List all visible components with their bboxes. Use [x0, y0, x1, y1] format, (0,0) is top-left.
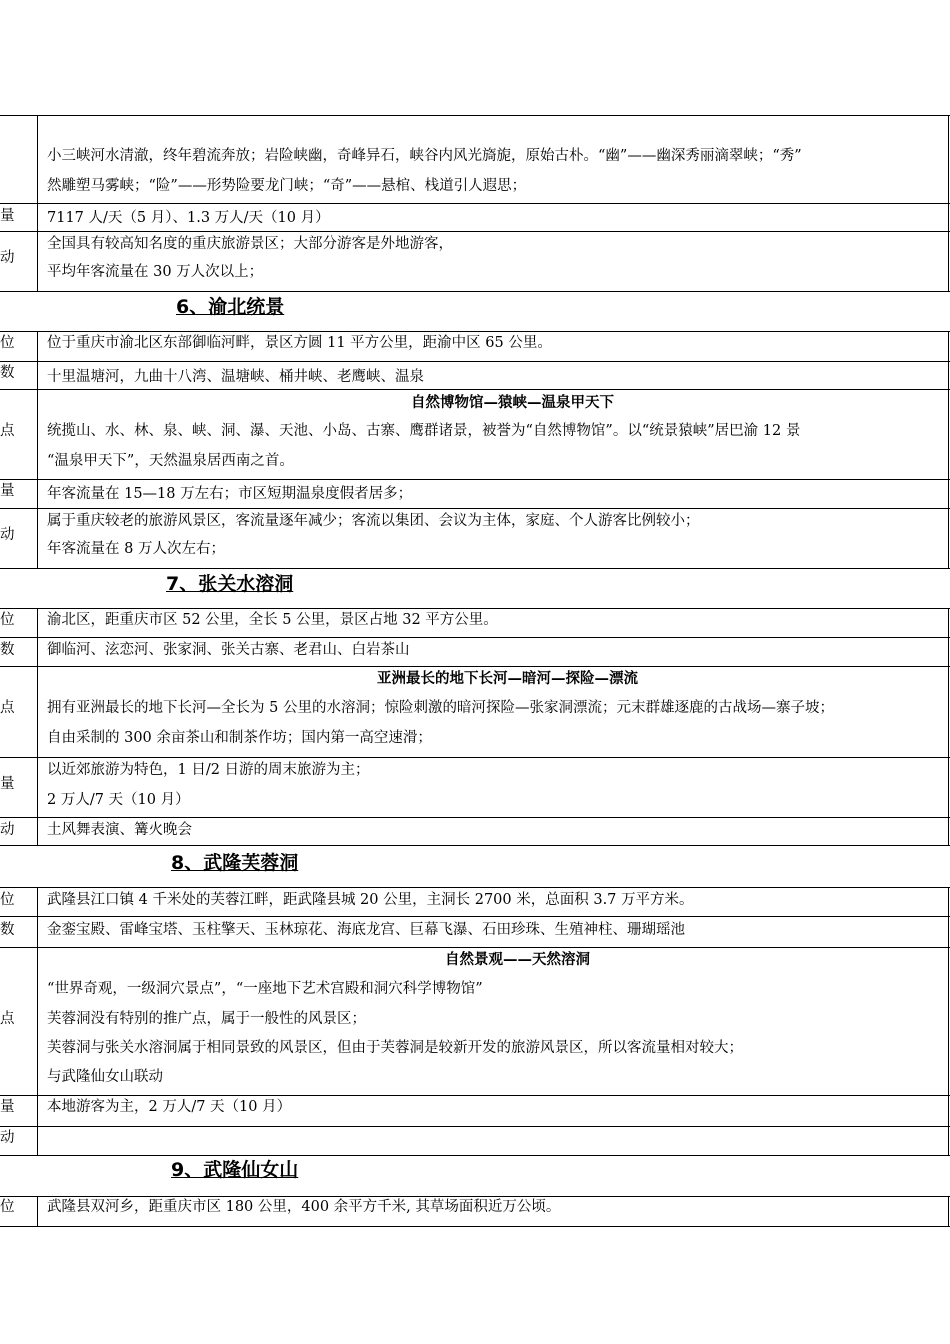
table-rule: [0, 757, 950, 758]
row-label: 量: [0, 483, 15, 499]
event-text-line: 属于重庆较老的旅游风景区，客流量逐年减少；客流以集团、会议为主体，家庭、个人游客比例较小；: [47, 513, 700, 529]
feature-text-line: 统揽山、水、林、泉、峡、洞、瀑、天池、小岛、古寨、鹰群诸景，被誉为“自然博物馆”。以“统景猿峡”居巴渝 12 景: [47, 423, 801, 439]
event-text: 土风舞表演、篝火晚会: [47, 822, 192, 838]
table-column-rule: [948, 887, 949, 1155]
table-rule: [0, 479, 950, 480]
flow-text-line: 2 万人/7 天（10 月）: [47, 792, 190, 808]
feature-heading: 自然博物馆—猿峡—温泉甲天下: [411, 395, 614, 411]
table-rule: [0, 947, 950, 948]
feature-text-line: 芙蓉洞与张关水溶洞属于相同景致的风景区，但由于芙蓉洞是较新开发的旅游风景区，所以客流量相对较大；: [47, 1040, 743, 1056]
section-title: 8、武隆芙蓉洞: [171, 852, 299, 874]
flow-text-line: 以近郊旅游为特色，1 日/2 日游的周末旅游为主；: [47, 762, 370, 778]
row-label: 动: [0, 1130, 15, 1146]
section-title: 7、张关水溶洞: [166, 573, 294, 595]
attractions-text: 十里温塘河，九曲十八湾、温塘峡、桶井峡、老鹰峡、温泉: [47, 369, 424, 385]
table-rule: [0, 231, 950, 232]
table-rule: [0, 1226, 950, 1227]
feature-text-line: 与武隆仙女山联动: [47, 1069, 163, 1085]
row-label: 量: [0, 776, 15, 792]
table-rule: [0, 916, 950, 917]
feature-text-line: “世界奇观，一级洞穴景点”，“一座地下艺术宫殿和洞穴科学博物馆”: [47, 981, 483, 997]
table-rule: [0, 389, 950, 390]
section-title: 9、武隆仙女山: [171, 1159, 299, 1181]
row-label: 数: [0, 642, 15, 658]
table-rule: [0, 115, 950, 116]
row-label: 位: [0, 892, 15, 908]
location-text: 渝北区，距重庆市区 52 公里，全长 5 公里，景区占地 32 平方公里。: [47, 612, 498, 628]
table-column-rule: [37, 887, 38, 1155]
table-rule: [0, 608, 950, 609]
row-label: 量: [0, 208, 15, 224]
table-column-rule: [37, 608, 38, 846]
table-column-rule: [948, 331, 949, 569]
table-column-rule: [37, 331, 38, 569]
table-rule: [0, 666, 950, 667]
row-label: 数: [0, 365, 15, 381]
flow-text: 年客流量在 15—18 万左右；市区短期温泉度假者居多；: [47, 486, 413, 502]
table-rule: [0, 568, 950, 569]
table-rule: [0, 817, 950, 818]
table-rule: [0, 1095, 950, 1096]
table-rule: [0, 1196, 950, 1197]
flow-text: 本地游客为主，2 万人/7 天（10 月）: [47, 1099, 292, 1115]
row-label: 动: [0, 250, 15, 266]
location-text: 武隆县江口镇 4 千米处的芙蓉江畔，距武隆县城 20 公里，主洞长 2700 米，总面积 3.7 万平方米。: [47, 892, 694, 908]
table-rule: [0, 203, 950, 204]
location-text: 位于重庆市渝北区东部御临河畔，景区方圆 11 平方公里，距渝中区 65 公里。: [47, 335, 552, 351]
row-label: 位: [0, 1199, 15, 1215]
attractions-text: 金銮宝殿、雷峰宝塔、玉柱擎天、玉林琼花、海底龙宫、巨幕飞瀑、石田珍珠、生殖神柱、珊瑚瑶池: [47, 922, 685, 938]
row-label: 动: [0, 527, 15, 543]
row-label: 动: [0, 822, 15, 838]
row-label: 点: [0, 1011, 15, 1027]
location-text: 武隆县双河乡，距重庆市区 180 公里，400 余平方千米, 其草场面积近万公顷。: [47, 1199, 561, 1215]
feature-heading: 自然景观——天然溶洞: [445, 952, 590, 968]
table-rule: [0, 508, 950, 509]
table-rule: [0, 1155, 950, 1156]
table-rule: [0, 887, 950, 888]
intro-text-line: 然雕塑马雾峡；“险”——形势险要龙门峡；“奇”——悬棺、栈道引人遐思；: [47, 178, 527, 194]
event-text-line: 平均年客流量在 30 万人次以上；: [47, 264, 264, 280]
table-rule: [0, 1126, 950, 1127]
row-label: 量: [0, 1099, 15, 1115]
event-text-line: 年客流量在 8 万人次左右；: [47, 541, 225, 557]
table-rule: [0, 361, 950, 362]
feature-text-line: 芙蓉洞没有特别的推广点，属于一般性的风景区；: [47, 1011, 366, 1027]
table-rule: [0, 331, 950, 332]
row-label: 数: [0, 922, 15, 938]
table-rule: [0, 845, 950, 846]
table-rule: [0, 291, 950, 292]
table-rule: [0, 637, 950, 638]
intro-text-line: 小三峡河水清澈，终年碧流奔放；岩险峡幽，奇峰异石，峡谷内风光旖旎，原始古朴。“幽”——幽深秀丽滴翠峡；“秀”: [47, 148, 802, 164]
section-title: 6、渝北统景: [176, 296, 285, 318]
feature-heading: 亚洲最长的地下长河—暗河—探险—漂流: [377, 671, 638, 687]
flow-text: 7117 人/天（5 月）、1.3 万人/天（10 月）: [47, 210, 330, 226]
attractions-text: 御临河、泫恋河、张家洞、张关古寨、老君山、白岩茶山: [47, 642, 410, 658]
row-label: 点: [0, 423, 15, 439]
row-label: 点: [0, 700, 15, 716]
table-column-rule: [948, 608, 949, 846]
feature-text-line: 自由采制的 300 余亩茶山和制茶作坊；国内第一高空速滑；: [47, 730, 432, 746]
table-column-rule: [948, 1196, 949, 1226]
feature-text-line: “温泉甲天下”，天然温泉居西南之首。: [47, 453, 294, 469]
event-text-line: 全国具有较高知名度的重庆旅游景区；大部分游客是外地游客，: [47, 236, 453, 252]
table-column-rule: [37, 1196, 38, 1226]
row-label: 位: [0, 335, 15, 351]
feature-text-line: 拥有亚洲最长的地下长河—全长为 5 公里的水溶洞；惊险刺激的暗河探险—张家洞漂流；元末群雄逐鹿的古战场—寨子坡；: [47, 700, 834, 716]
row-label: 位: [0, 612, 15, 628]
